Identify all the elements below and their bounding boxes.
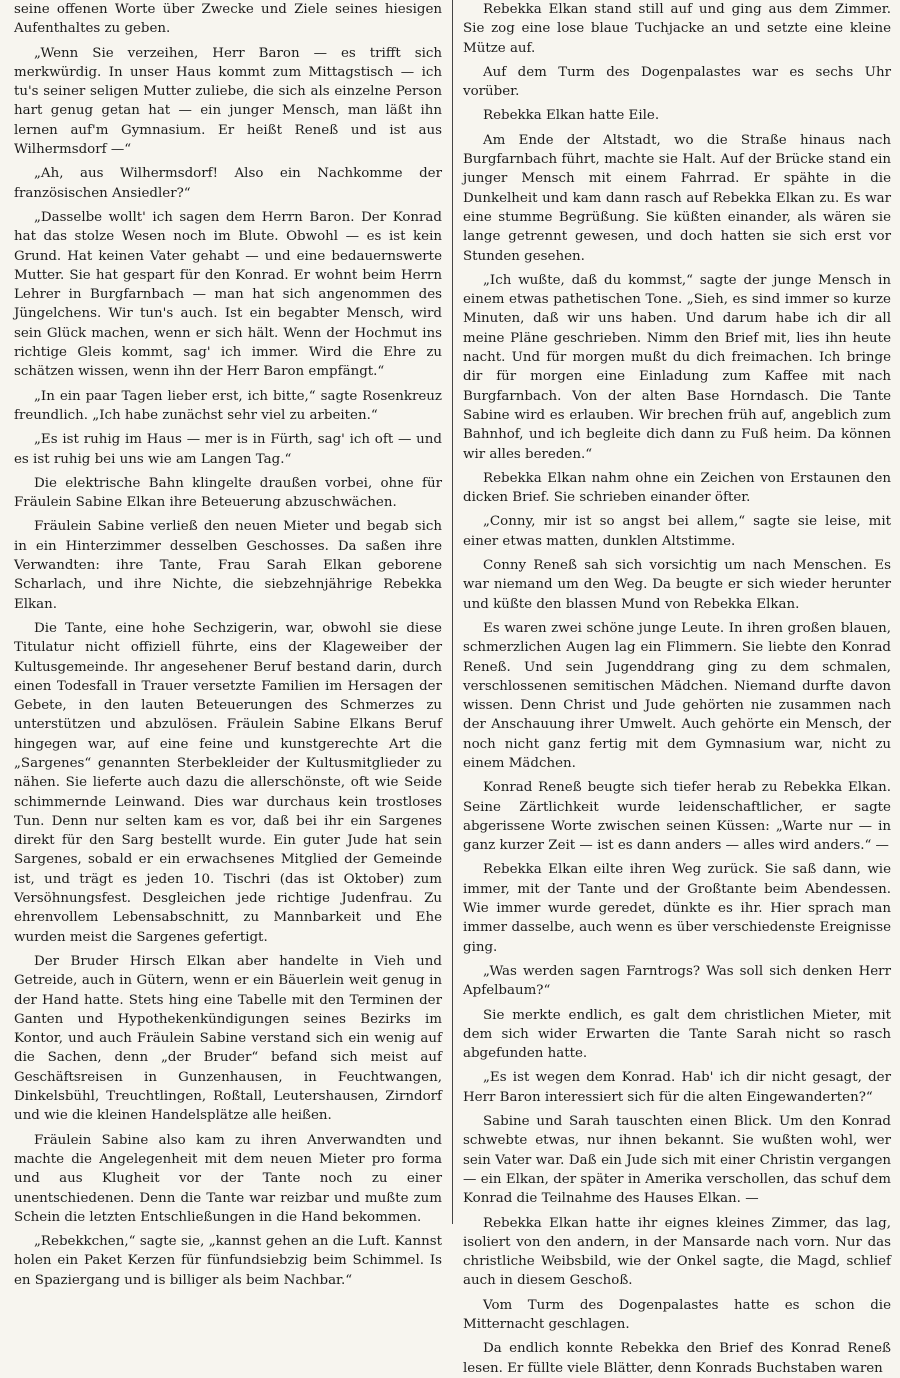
paragraph: Rebekka Elkan nahm ohne ein Zeichen von Erstaunen den dicken Brief. Sie schrieben einander öfter.	[463, 470, 891, 506]
paragraph: Da endlich konnte Rebekka den Brief des Konrad Reneß lesen. Er füllte viele Blätter, denn Konrads Buchstaben waren	[463, 1341, 891, 1376]
right-column	[453, 0, 891, 1376]
paragraph: Konrad Reneß beugte sich tiefer herab zu Rebekka Elkan. Seine Zärtlichkeit wurde leidenschaftlicher, er sagte abgerissene Worte zwischen seinen Küssen: „Warte nur — in ganz kurzer Zeit — ist es dann anders — alles wird anders.“ —	[463, 780, 891, 854]
paragraph: „Conny, mir ist so angst bei allem,“ sagte sie leise, mit einer etwas matten, dunklen Altstimme.	[463, 514, 891, 549]
paragraph: „Ah, aus Wilhermsdorf! Also ein Nachkomme der französischen Ansiedler?“	[14, 166, 442, 201]
paragraph: „Dasselbe wollt' ich sagen dem Herrn Baron. Der Konrad hat das stolze Wesen noch im Blute. Obwohl — es ist kein Grund. Hat keinen Vater gehabt — und eine bedauernswerte Mutter. Sie hat gespart für den Konrad. Er wohnt beim Herrn Lehrer in Burgfarnbach — man hat sich angenommen des Jüngelchens. Wir tun's auch. Ist ein begabter Mensch, wird sein Glück machen, wenn er sich hält. Wenn der Hochmut ins richtige Gleis kommt, sag' ich immer. Wird die Ehre zu schätzen wissen, wenn ihn der Herr Baron empfängt.“	[14, 209, 442, 380]
paragraph: „Rebekkchen,“ sagte sie, „kannst gehen an die Luft. Kannst holen ein Paket Kerzen für fünfundsiebzig beim Schimmel. Is en Spaziergang und is billiger als beim Nachbar.“	[14, 1234, 442, 1288]
paragraph: Rebekka Elkan hatte ihr eignes kleines Zimmer, das lag, isoliert von den andern, in der Mansarde nach vorn. Nur das christliche Weibsbild, wie der Onkel sagte, die Magd, schlief auch in diesem Geschoß.	[463, 1215, 891, 1289]
paragraph: „In ein paar Tagen lieber erst, ich bitte,“ sagte Rosenkreuz freundlich. „Ich habe zunächst sehr viel zu arbeiten.“	[14, 388, 442, 423]
paragraph: Rebekka Elkan hatte Eile.	[483, 108, 660, 124]
paragraph: Rebekka Elkan stand still auf und ging aus dem Zimmer. Sie zog eine lose blaue Tuchjacke an und setzte eine kleine Mütze auf.	[463, 2, 891, 56]
paragraph: Auf dem Turm des Dogenpalastes war es sechs Uhr vorüber.	[463, 64, 891, 100]
paragraph: Vom Turm des Dogenpalastes hatte es schon die Mitternacht geschlagen.	[463, 1297, 891, 1332]
paragraph: Conny Reneß sah sich vorsichtig um nach Menschen. Es war niemand um den Weg. Da beugte er sich wieder herunter und küßte den blassen Mund von Rebekka Elkan.	[463, 558, 891, 612]
paragraph: „Ich wußte, daß du kommst,“ sagte der junge Mensch in einem etwas pathetischen Tone. „Sieh, es sind immer so kurze Minuten, daß wir uns haben. Und darum habe ich dir all meine Pläne geschrieben. Nimm den Brief mit, lies ihn heute nacht. Und für morgen mußt du dich freimachen. Ich bringe dir für morgen eine Einladung zum Kaffee mit nach Burgfarnbach. Von der alten Base Horndasch. Die Tante Sabine wird es erlauben. Wir brechen früh auf, angeblich zum Bahnhof, und ich begleite dich dann zu Fuß heim. Da können wir alles bereden.“	[463, 272, 891, 462]
paragraph: Am Ende der Altstadt, wo die Straße hinaus nach Burgfarnbach führt, machte sie Halt. Auf der Brücke stand ein junger Mensch mit einem Fahrrad. Er spähte in die Dunkelheit und kam dann rasch auf Rebekka Elkan zu. Es war eine stumme Begrüßung. Sie küßten einander, als wären sie lange getrennt gewesen, und doch hatten sie sich erst vor Stunden gesehen.	[463, 132, 891, 264]
paragraph: Fräulein Sabine also kam zu ihren Anverwandten und machte die Angelegenheit mit dem neuen Mieter pro forma und aus Klugheit vor der Tante noch zu einer unentschiedenen. Denn die Tante war reizbar und mußte zum Schein die letzten Entschließungen in die Hand bekommen.	[14, 1132, 442, 1225]
paragraph: Fräulein Sabine verließ den neuen Mieter und begab sich in ein Hinterzimmer desselben Geschosses. Da saßen ihre Verwandten: ihre Tante, Frau Sarah Elkan geborene Scharlach, und ihre Nichte, die siebzehnjährige Rebekka Elkan.	[14, 519, 442, 612]
left-column	[14, 0, 452, 1288]
paragraph: „Wenn Sie verzeihen, Herr Baron — es trifft sich merkwürdig. In unser Haus kommt zum Mittagstisch — ich tu's seiner seligen Mutter zuliebe, die sich als einzelne Person hart genug getan hat — ein junger Mensch, man läßt ihn lernen auf'm Gymnasium. Er heißt Reneß und ist aus Wilhermsdorf —“	[14, 45, 442, 158]
paragraph: Der Bruder Hirsch Elkan aber handelte in Vieh und Getreide, auch in Gütern, wenn er ein Bäuerlein weit genug in der Hand hatte. Stets hing eine Tabelle mit den Terminen der Ganten und Hypothekenkündigungen seines Bezirks im Kontor, und auch Fräulein Sabine verstand sich ein wenig auf die Sachen, denn „der Bruder“ befand sich meist auf Geschäftsreisen in Gunzenhausen, in Feuchtwangen, Dinkelsbühl, Treuchtlingen, Roßtall, Leutershausen, Zirndorf und wie die kleinen Handelsplätze alle heißen.	[14, 953, 442, 1124]
paragraph: Es waren zwei schöne junge Leute. In ihren großen blauen, schmerzlichen Augen lag ein Flimmern. Sie liebte den Konrad Reneß. Und sein Jugenddrang ging zu dem schmalen, verschlossenen semitischen Mädchen. Niemand durfte davon wissen. Denn Christ und Jude gehörten nie zusammen nach der Anschauung ihrer Umwelt. Auch gehörte ein Mensch, der noch nicht ganz fertig mit dem Gymnasium war, nicht zu einem Mädchen.	[463, 620, 891, 771]
paragraph: seine offenen Worte über Zwecke und Ziele seines hiesigen Aufenthaltes zu geben.	[14, 2, 442, 37]
paragraph: Sie merkte endlich, es galt dem christlichen Mieter, mit dem sich wider Erwarten die Tante Sarah nicht so rasch abgefunden hatte.	[463, 1007, 891, 1062]
paragraph: Die Tante, eine hohe Sechzigerin, war, obwohl sie diese Titulatur nicht offiziell führte, eins der Klageweiber der Kultusgemeinde. Ihr angesehener Beruf bestand darin, durch einen Todesfall in Trauer versetzte Familien im Hersagen der Gebete, in den lauten Beteuerungen des Schmerzes zu unterstützen und abzulösen. Fräulein Sabine Elkans Beruf hingegen war, auf eine feine und kunstgerechte Art die „Sargenes“ genannten Sterbekleider der Kultusmitglieder zu nähen. Sie lieferte auch dazu die allerschönste, oft wie Seide schimmernde Leinwand. Dies war durchaus kein trostloses Tun. Denn nur selten kam es vor, daß bei ihr ein Sargenes direkt für den Sarg bestellt wurde. Ein guter Jude hat sein Sargenes, sobald er ein erwachsenes Mitglied der Gemeinde ist, und trägt es jeden 10. Tischri (das ist Oktober) zum Versöhnungsfest. Desgleichen jede richtige Judenfrau. Zu ehrenvollem Lebensabschnitt, zu Mannbarkeit und Ehe wurden meist die Sargenes gefertigt.	[14, 620, 442, 945]
paragraph: Die elektrische Bahn klingelte draußen vorbei, ohne für Fräulein Sabine Elkan ihre Beteuerung abzuschwächen.	[14, 475, 442, 511]
paragraph: Rebekka Elkan eilte ihren Weg zurück. Sie saß dann, wie immer, mit der Tante und der Großtante beim Abendessen. Wie immer wurde geredet, dünkte es ihr. Hier sprach man immer dasselbe, auch wenn es über verschiedenste Ereignisse ging.	[463, 862, 891, 955]
paragraph: Sabine und Sarah tauschten einen Blick. Um den Konrad schwebte etwas, nur ihnen bekannt. Sie wußten wohl, wer sein Vater war. Daß ein Jude sich mit einer Christin vergangen — ein Elkan, der später in Amerika verschollen, das schuf dem Konrad die Teilnahme des Hauses Elkan. —	[463, 1114, 891, 1207]
paragraph: „Es ist wegen dem Konrad. Hab' ich dir nicht gesagt, der Herr Baron interessiert sich für die alten Eingewanderten?“	[463, 1070, 891, 1105]
paragraph: „Es ist ruhig im Haus — mer is in Fürth, sag' ich oft — und es ist ruhig bei uns wie am Langen Tag.“	[14, 432, 442, 467]
paragraph: „Was werden sagen Farntrogs? Was soll sich denken Herr Apfelbaum?“	[463, 963, 891, 999]
